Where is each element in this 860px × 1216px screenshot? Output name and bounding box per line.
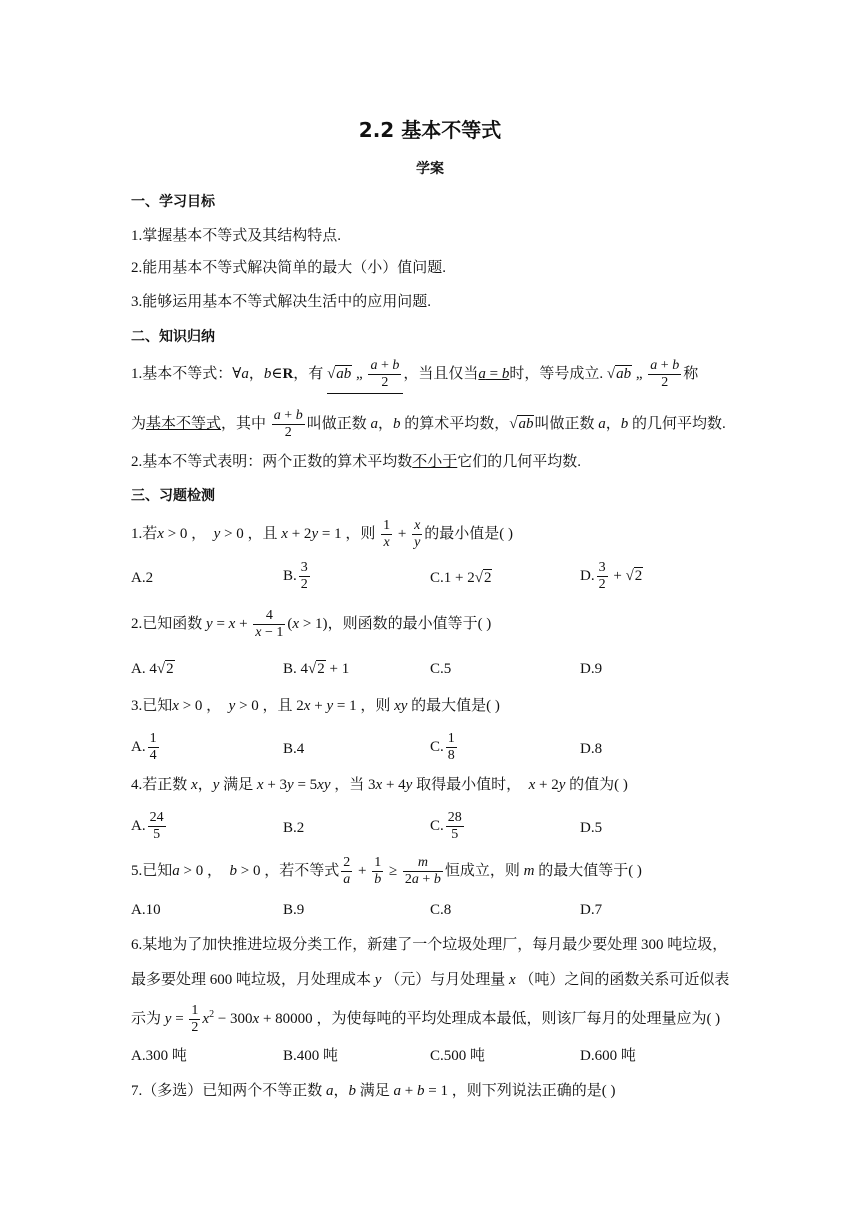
knowledge-item-1-line-2: 为基本不等式，其中 $\frac{a + b}{2}$ 叫做正数 a，b 的算术平均数，√ab叫做正数 a，b 的几何平均数. bbox=[131, 408, 726, 441]
question-text: 的最大值是( ) bbox=[411, 698, 500, 714]
question-text: ，若不等式 bbox=[264, 863, 340, 880]
knowledge-text: ，当且仅当 bbox=[403, 366, 479, 383]
knowledge-text: 叫做正数 bbox=[306, 416, 367, 433]
knowledge-text: 的算术平均数， bbox=[404, 416, 510, 433]
inequality-blank: √ab „ $\frac{a + b}{2}$ bbox=[327, 358, 403, 394]
q6-option-c[interactable]: C.500 吨 bbox=[430, 1048, 486, 1064]
question-text: 5.已知 bbox=[131, 863, 173, 880]
page-title: 2.2 基本不等式 bbox=[358, 118, 502, 142]
option-label: A. bbox=[131, 661, 146, 677]
fraction-a-plus-b-over-2: $\frac{a + b}{2}$ bbox=[273, 408, 303, 441]
option-label: A. bbox=[131, 739, 146, 756]
question-text: 满足 bbox=[359, 1083, 390, 1099]
sqrt-ab: √ab bbox=[327, 366, 352, 383]
knowledge-text: 称 bbox=[683, 366, 699, 383]
knowledge-item-2 bbox=[131, 450, 581, 474]
question-5: 5.已知a > 0 ， b > 0 ，若不等式 $\frac{2}{a}$ + $\frac{1}{b}$ ≥ $\frac{m}{2a + b}$ 恒成立，则 m 的最大值等于( ) bbox=[131, 855, 642, 888]
question-text: 7.（多选）已知两个不等正数 bbox=[131, 1083, 323, 1099]
question-text: 取得最小值时， bbox=[416, 777, 522, 793]
fraction-1-over-x: $\frac{1}{x}$ bbox=[383, 518, 391, 551]
question-text: ，则函数的最小值等于( ) bbox=[327, 616, 492, 633]
q3-option-a[interactable]: A. $\frac{1}{4}$ bbox=[131, 731, 157, 764]
q1-option-b[interactable]: B. $\frac{3}{2}$ bbox=[283, 560, 308, 593]
section-heading-exercises: 三、习题检测 bbox=[131, 488, 215, 504]
goal-item-1: 1.掌握基本不等式及其结构特点. bbox=[131, 228, 342, 244]
option-label: C. bbox=[430, 739, 444, 756]
option-label: B. bbox=[283, 568, 297, 585]
goal-item-3: 3.能够运用基本不等式解决生活中的应用问题. bbox=[131, 294, 432, 310]
question-text: （元）与月处理量 bbox=[385, 972, 506, 988]
question-6-line-2: 最多要处理 600 吨垃圾，月处理成本 y （元）与月处理量 x （吨）之间的函数关系可近似表 bbox=[131, 972, 730, 988]
question-text: ，当 bbox=[334, 777, 365, 793]
q2-option-a[interactable]: A. 4√2 bbox=[131, 661, 174, 677]
question-text: ，则下列说法正确的是( ) bbox=[451, 1083, 616, 1099]
question-1: 1.若x > 0 ， y > 0 ，且 x + 2y = 1 ，则 $\frac{1}{x}$ + $\frac{x}{y}$ 的最小值是( ) bbox=[131, 518, 514, 551]
question-text: 2.已知函数 bbox=[131, 616, 203, 633]
knowledge-text: 2.基本不等式表明：两个正数的算术平均数 bbox=[131, 454, 413, 470]
question-7: 7.（多选）已知两个不等正数 a，b 满足 a + b = 1 ，则下列说法正确的是( ) bbox=[131, 1083, 616, 1099]
q5-option-c[interactable]: C.8 bbox=[430, 902, 452, 918]
question-text: 恒成立，则 bbox=[444, 863, 520, 880]
sqrt-ab: √ab bbox=[509, 416, 534, 433]
knowledge-text: 叫做正数 bbox=[534, 416, 595, 433]
knowledge-text: ，其中 bbox=[221, 416, 267, 433]
q3-option-d[interactable]: D.8 bbox=[580, 741, 603, 757]
question-text: 的值为( ) bbox=[569, 777, 628, 793]
page-subtitle: 学案 bbox=[416, 161, 444, 177]
question-text: 1.若 bbox=[131, 526, 158, 543]
sqrt-ab: √ab bbox=[606, 366, 632, 383]
question-text: 3.已知 bbox=[131, 698, 173, 714]
goal-item-2: 2.能用基本不等式解决简单的最大（小）值问题. bbox=[131, 260, 447, 276]
q5-option-d[interactable]: D.7 bbox=[580, 902, 603, 918]
fraction-4-over-x-minus-1: $\frac{4}{x - 1}$ bbox=[255, 608, 284, 641]
fraction-x-over-y: $\frac{x}{y}$ bbox=[414, 518, 421, 551]
knowledge-text: 它们的几何平均数. bbox=[457, 454, 582, 470]
option-label: C. bbox=[430, 818, 444, 835]
option-label: C. bbox=[430, 570, 444, 586]
knowledge-text: 为 bbox=[131, 416, 147, 433]
q2-option-d[interactable]: D.9 bbox=[580, 661, 603, 677]
knowledge-item-1-line-1: 1.基本不等式：∀a，b∈R，有 √ab „ $\frac{a + b}{2}$ ，当且仅当a = b时，等号成立. √ab „ $\frac{a + b}{2}$ 称 bbox=[131, 358, 698, 394]
option-label: B. bbox=[283, 661, 297, 677]
question-text: 满足 bbox=[223, 777, 254, 793]
question-text: 最多要处理 600 吨垃圾，月处理成本 bbox=[131, 972, 372, 988]
fraction-a-plus-b-over-2: $\frac{a + b}{2}$ bbox=[370, 358, 400, 391]
q4-option-b[interactable]: B.2 bbox=[283, 820, 305, 836]
question-text: ，为使每吨的平均处理成本最低，则该厂每月的处理量应为( ) bbox=[316, 1011, 721, 1028]
term-basic-inequality: 基本不等式 bbox=[146, 416, 222, 433]
q4-option-a[interactable]: A. $\frac{24}{5}$ bbox=[131, 810, 164, 843]
q1-option-d[interactable]: D. $\frac{3}{2}$ + √2 bbox=[580, 560, 643, 593]
knowledge-text: 时，等号成立. bbox=[509, 366, 604, 383]
question-text: ，则 bbox=[345, 526, 376, 543]
section-heading-goals: 一、学习目标 bbox=[131, 194, 215, 210]
knowledge-text: 1.基本不等式： bbox=[131, 366, 233, 383]
option-label: A. bbox=[131, 818, 146, 835]
q6-option-d[interactable]: D.600 吨 bbox=[580, 1048, 636, 1064]
q6-option-a[interactable]: A.300 吨 bbox=[131, 1048, 187, 1064]
question-6-line-3: 示为 y = $\frac{1}{2}$ $x^2 - 300x + 80000$ ，为使每吨的平均处理成本最低，则该厂每月的处理量应为( ) bbox=[131, 1003, 721, 1036]
option-label: D. bbox=[580, 568, 595, 585]
q2-option-b[interactable]: B. 4√2 + 1 bbox=[283, 661, 350, 677]
q3-option-c[interactable]: C. $\frac{1}{8}$ bbox=[430, 731, 455, 764]
q1-option-a[interactable]: A.2 bbox=[131, 570, 154, 586]
q5-option-a[interactable]: A.10 bbox=[131, 902, 161, 918]
question-text: 的最小值是( ) bbox=[424, 526, 514, 543]
question-3: 3.已知x > 0 ， y > 0 ，且 2x + y = 1 ，则 xy 的最大值是( ) bbox=[131, 698, 500, 714]
q3-option-b[interactable]: B.4 bbox=[283, 741, 305, 757]
q4-option-c[interactable]: C. $\frac{28}{5}$ bbox=[430, 810, 462, 843]
question-2: 2.已知函数 y = x + $\frac{4}{x - 1}$ (x > 1)，则函数的最小值等于( ) bbox=[131, 608, 492, 641]
section-heading-knowledge: 二、知识归纳 bbox=[131, 329, 215, 345]
question-text: 示为 bbox=[131, 1011, 162, 1028]
question-text: （吨）之间的函数关系可近似表 bbox=[519, 972, 730, 988]
question-text: ，则 bbox=[360, 698, 391, 714]
q6-option-b[interactable]: B.400 吨 bbox=[283, 1048, 339, 1064]
question-text: 的最大值等于( ) bbox=[538, 863, 642, 880]
knowledge-text: 的几何平均数. bbox=[632, 416, 726, 433]
q2-option-c[interactable]: C.5 bbox=[430, 661, 452, 677]
question-4: 4.若正数 x，y 满足 x + 3y = 5xy ，当 3x + 4y 取得最小值时， x + 2y 的值为( ) bbox=[131, 777, 628, 793]
question-text: 4.若正数 bbox=[131, 777, 188, 793]
fraction-a-plus-b-over-2: $\frac{a + b}{2}$ bbox=[650, 358, 680, 391]
q5-option-b[interactable]: B.9 bbox=[283, 902, 305, 918]
q4-option-d[interactable]: D.5 bbox=[580, 820, 603, 836]
question-6-line-1: 6.某地为了加快推进垃圾分类工作，新建了一个垃圾处理厂，每月最少要处理 300 吨垃圾， bbox=[131, 937, 728, 953]
term-not-less-than: 不小于 bbox=[412, 454, 458, 470]
q1-option-c[interactable]: C.1 + 2√2 bbox=[430, 570, 492, 586]
